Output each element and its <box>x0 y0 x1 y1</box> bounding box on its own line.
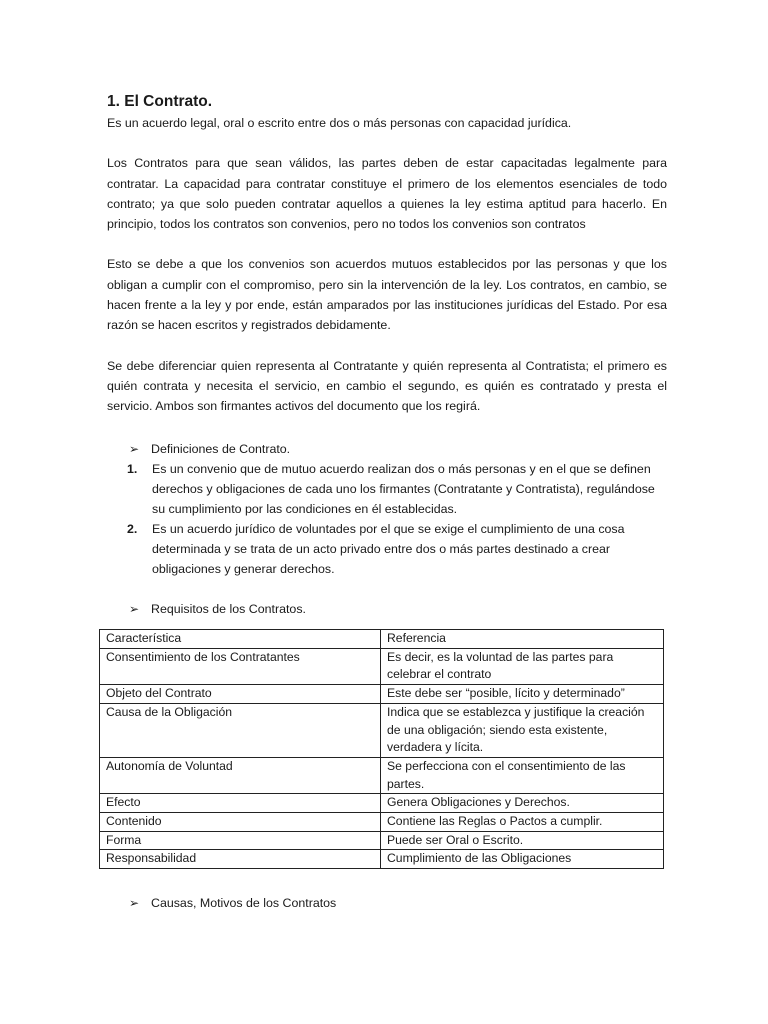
table-cell: Indica que se establezca y justifique la creación de una obligación; siendo esta existente, verdadera y lícita. <box>381 703 664 757</box>
table-cell: Efecto <box>100 794 381 813</box>
table-cell: Es decir, es la voluntad de las partes para celebrar el contrato <box>381 648 664 684</box>
paragraph-validity: Los Contratos para que sean válidos, las partes deben de estar capacitadas legalmente para contratar. La capacidad para contratar constituye el primero de los elementos esenciales de todo contrato; ya que solo pueden contratar aquellos a quienes la ley estima aptitud para hacerlo. En principio, todos los contratos son convenios, pero no todos los convenios son contratos <box>107 156 667 232</box>
table-row <box>100 794 664 813</box>
arrow-bullet-icon: ➢ <box>129 441 140 456</box>
section-heading: 1. El Contrato. <box>107 93 213 110</box>
table-row <box>100 685 664 704</box>
table-row <box>100 648 664 684</box>
table-cell: Objeto del Contrato <box>100 685 381 704</box>
table-cell: Causa de la Obligación <box>100 703 381 757</box>
table-cell: Este debe ser “posible, lícito y determinado” <box>381 685 664 704</box>
table-row <box>100 831 664 850</box>
table-cell: Consentimiento de los Contratantes <box>100 648 381 684</box>
bullet-definiciones-label: Definiciones de Contrato. <box>151 441 291 456</box>
bullet-causas <box>129 893 336 913</box>
list-item-text: Es un acuerdo jurídico de voluntades por el que se exige el cumplimiento de una cosa determinada y se trata de un acto privado entre dos o más partes destinado a crear obligaciones y generar derechos. <box>152 521 625 576</box>
table-cell: Responsabilidad <box>100 850 381 869</box>
list-item-number: 2. <box>127 521 138 536</box>
table-cell: Genera Obligaciones y Derechos. <box>381 794 664 813</box>
table-row <box>100 813 664 832</box>
paragraph-definition: Es un acuerdo legal, oral o escrito entre dos o más personas con capacidad jurídica. <box>107 116 572 130</box>
bullet-definiciones <box>129 439 667 459</box>
table-row <box>100 850 664 869</box>
arrow-bullet-icon: ➢ <box>129 601 140 616</box>
table-header-cell: Referencia <box>381 630 664 649</box>
list-item-number: 1. <box>127 461 138 476</box>
document-body <box>107 92 667 619</box>
table-header-row <box>100 630 664 649</box>
table-cell: Contenido <box>100 813 381 832</box>
definitions-list <box>107 459 667 579</box>
requisitos-table <box>99 629 664 869</box>
table-cell: Contiene las Reglas o Pactos a cumplir. <box>381 813 664 832</box>
list-item-text: Es un convenio que de mutuo acuerdo realizan dos o más personas y en el que se definen derechos y obligaciones de cada uno los firmantes (Contratante y Contratista), regulándose su cumplimiento por las condiciones en él establecidas. <box>152 461 655 516</box>
table-row <box>100 703 664 757</box>
paragraph-convenios: Esto se debe a que los convenios son acuerdos mutuos establecidos por las personas y que los obligan a cumplir con el compromiso, pero sin la intervención de la ley. Los contratos, en cambio, se hacen frente a la ley y por ende, están amparados por las instituciones jurídicas del Estado. Por esa razón se hacen escritos y registrados debidamente. <box>107 257 667 333</box>
table-cell: Forma <box>100 831 381 850</box>
bullet-requisitos <box>129 599 667 619</box>
bullet-requisitos-label: Requisitos de los Contratos. <box>151 601 306 616</box>
arrow-bullet-icon: ➢ <box>129 896 140 910</box>
paragraph-contratante: Se debe diferenciar quien representa al Contratante y quién representa al Contratista; el primero es quién contrata y necesita el servicio, en cambio el segundo, es quién es contratado y presta el servicio. Ambos son firmantes activos del documento que los regirá. <box>107 358 667 414</box>
table-cell: Autonomía de Voluntad <box>100 757 381 793</box>
table-cell: Cumplimiento de las Obligaciones <box>381 850 664 869</box>
table-header-cell: Característica <box>100 630 381 649</box>
list-item <box>107 459 667 519</box>
table-row <box>100 757 664 793</box>
list-item <box>107 519 667 579</box>
table-cell: Se perfecciona con el consentimiento de las partes. <box>381 757 664 793</box>
table-cell: Puede ser Oral o Escrito. <box>381 831 664 850</box>
bullet-causas-label: Causas, Motivos de los Contratos <box>151 896 337 910</box>
